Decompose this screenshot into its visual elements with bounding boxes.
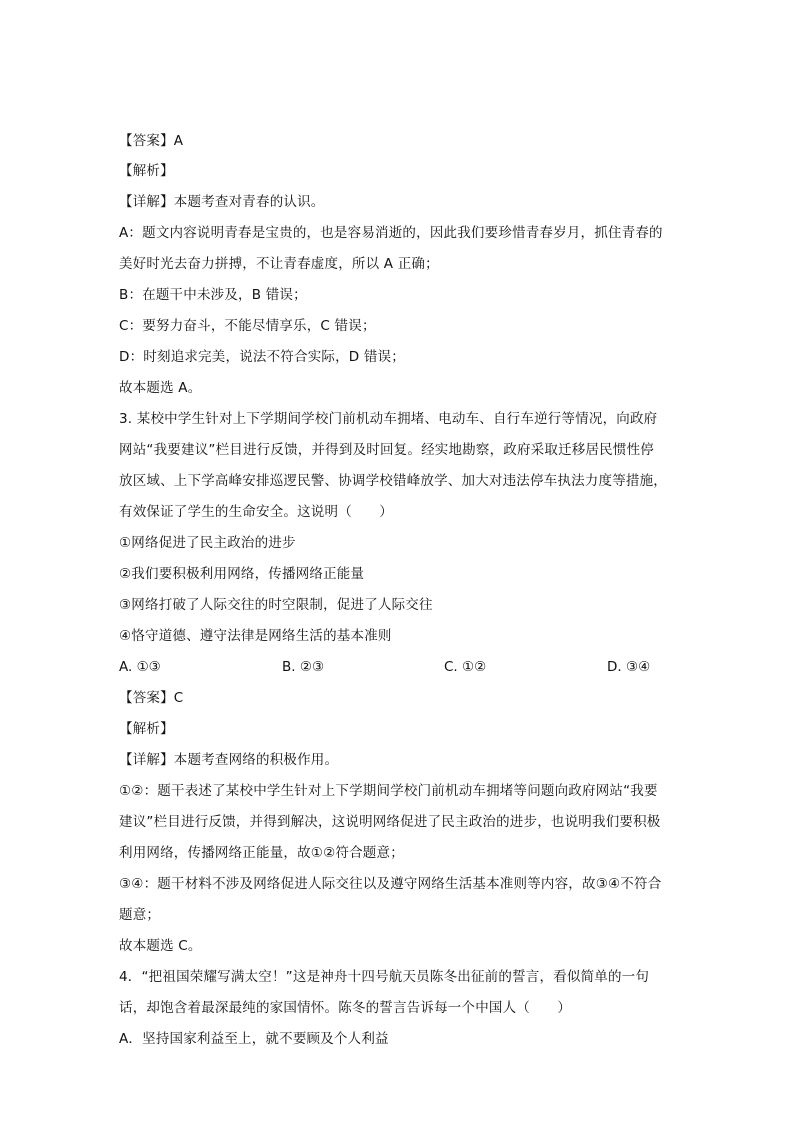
option-a: A. ①③	[119, 659, 161, 675]
statement-line: ①网络促进了民主政治的进步	[119, 535, 296, 551]
option-line: A．坚持国家利益至上，就不要顾及个人利益	[119, 1031, 389, 1047]
answer-line: 【答案】C	[119, 690, 184, 706]
conclusion-line: 故本题选 C。	[119, 938, 202, 954]
statement-line: ③网络打破了人际交往的时空限制，促进了人际交往	[119, 597, 433, 613]
answer-line: 【答案】A	[119, 133, 184, 149]
question-line: 放区域、上下学高峰安排巡逻民警、协调学校错峰放学、加大对违法停车执法力度等措施，	[119, 473, 667, 489]
question-line: 网站“我要建议”栏目进行反馈，并得到及时回复。经实地勘察，政府采取迁移居民惯性停	[119, 442, 654, 458]
option-b: B. ②③	[282, 659, 325, 675]
analysis-heading: 【解析】	[119, 721, 174, 737]
text-line: D：时刻追求完美，说法不符合实际，D 错误；	[119, 349, 405, 365]
text-line: B：在题干中未涉及，B 错误；	[119, 287, 307, 303]
statement-line: ②我们要积极利用网络，传播网络正能量	[119, 566, 365, 582]
question-line: 有效保证了学生的生命安全。这说明（ ）	[119, 504, 393, 520]
text-line: A：题文内容说明青春是宝贵的，也是容易消逝的，因此我们要珍惜青春岁月，抓住青春的	[119, 225, 663, 241]
text-line: ①②：题干表述了某校中学生针对上下学期间学校门前机动车拥堵等问题向政府网站“我要	[119, 783, 658, 799]
text-line: ③④：题干材料不涉及网络促进人际交往以及遵守网络生活基本准则等内容，故③④不符合	[119, 876, 662, 892]
detail-line: 【详解】本题考查网络的积极作用。	[119, 752, 339, 768]
question-line: 4．“把祖国荣耀写满太空！”这是神舟十四号航天员陈冬出征前的誓言，看似简单的一句	[119, 969, 650, 985]
detail-line: 【详解】本题考查对青春的认识。	[119, 194, 325, 210]
text-line: 美好时光去奋力拼搏，不让青春虚度，所以 A 正确；	[119, 256, 439, 272]
option-d: D. ③④	[607, 659, 651, 675]
analysis-heading: 【解析】	[119, 163, 174, 179]
conclusion-line: 故本题选 A。	[119, 380, 202, 396]
text-line: 建议”栏目进行反馈，并得到解决，这说明网络促进了民主政治的进步，也说明我们要积极	[119, 814, 661, 830]
option-c: C. ①②	[444, 659, 487, 675]
text-line: 利用网络，传播网络正能量，故①②符合题意；	[119, 845, 404, 861]
question-line: 3. 某校中学生针对上下学期间学校门前机动车拥堵、电动车、自行车逆行等情况，向政府	[119, 411, 658, 427]
text-line: 题意；	[119, 907, 161, 923]
statement-line: ④恪守道德、遵守法律是网络生活的基本准则	[119, 628, 392, 644]
question-line: 话，却饱含着最深最纯的家国情怀。陈冬的誓言告诉每一个中国人（ ）	[119, 1000, 572, 1016]
text-line: C：要努力奋斗，不能尽情享乐，C 错误；	[119, 318, 376, 334]
